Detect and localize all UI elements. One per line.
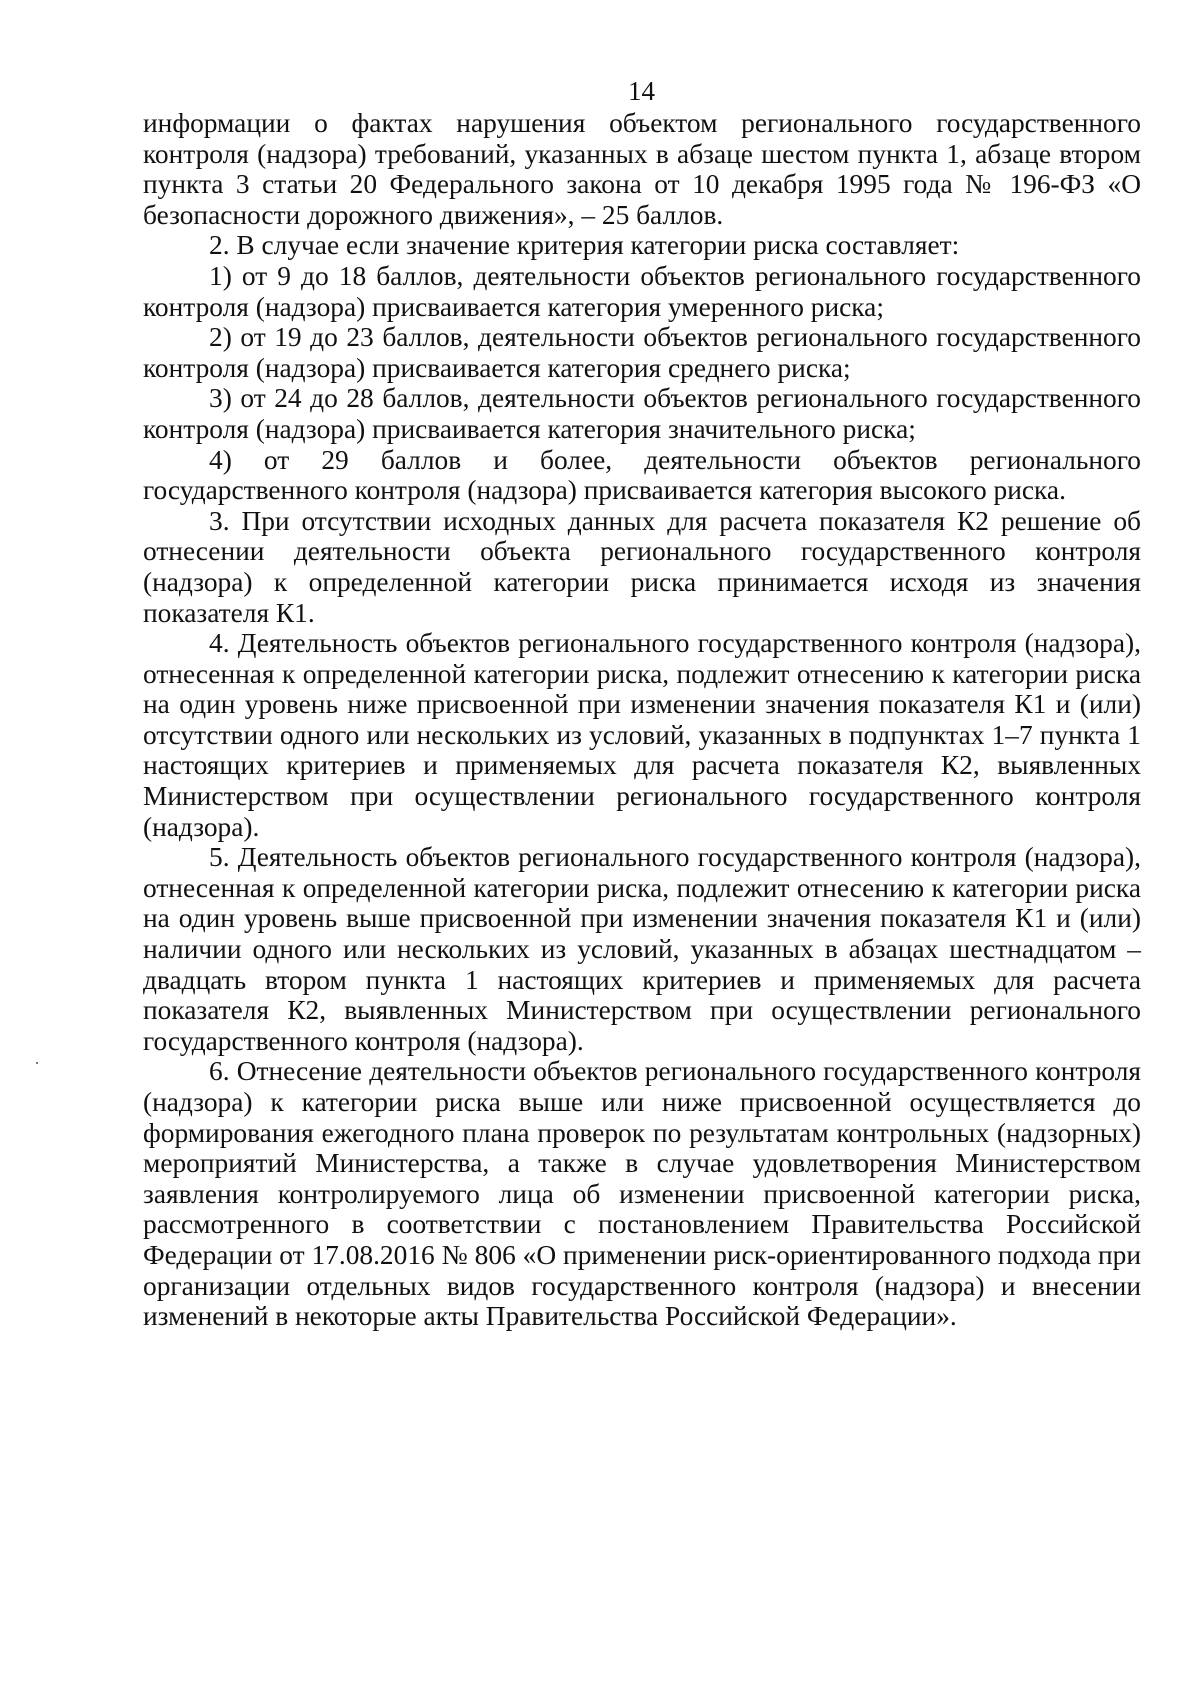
paragraph-5: 5. Деятельность объектов регионального государственного контроля (надзора), отнесенная к определенной категории риска, подлежит отнесению к категории риска на один уровень выше присвоенной при изменении значения показателя К1 и (или) наличии одного или нескольких из условий, указанных в абзацах шестнадцатом – двадцать втором пункта 1 настоящих критериев и применяемых для расчета показателя К2, выявленных Министерством при осуществлении регионального государственного контроля (надзора). <box>143 842 1141 1056</box>
scan-margin-speck <box>36 1062 38 1064</box>
paragraph-2-item-1: 1) от 9 до 18 баллов, деятельности объектов регионального государственного контроля (надзора) присваивается категория умеренного риска; <box>143 260 1141 322</box>
paragraph-4: 4. Деятельность объектов регионального государственного контроля (надзора), отнесенная к определенной категории риска, подлежит отнесению к категории риска на один уровень ниже присвоенной при изменении значения показателя К1 и (или) отсутствии одного или нескольких из условий, указанных в подпунктах 1–7 пункта 1 настоящих критериев и применяемых для расчета показателя К2, выявленных Министерством при осуществлении регионального государственного контроля (надзора). <box>143 628 1141 842</box>
document-body <box>143 108 1141 1332</box>
paragraph-2-item-2: 2) от 19 до 23 баллов, деятельности объектов регионального государственного контроля (надзора) присваивается категория среднего риска; <box>143 322 1141 383</box>
paragraph-6: 6. Отнесение деятельности объектов регионального государственного контроля (надзора) к категории риска выше или ниже присвоенной осуществляется до формирования ежегодного плана проверок по результатам контрольных (надзорных) мероприятий Министерства, а также в случае удовлетворения Министерством заявления контролируемого лица об изменении присвоенной категории риска, рассмотренного в соответствии с постановлением Правительства Российской Федерации от 17.08.2016 № 806 «О применении риск-ориентированного подхода при организации отдельных видов государственного контроля (надзора) и внесении изменений в некоторые акты Правительства Российской Федерации». <box>143 1056 1141 1332</box>
paragraph-2-item-3: 3) от 24 до 28 баллов, деятельности объектов регионального государственного контроля (надзора) присваивается категория значительного риска; <box>143 383 1141 444</box>
paragraph-2-item-4: 4) от 29 баллов и более, деятельности объектов регионального государственного контроля (надзора) присваивается категория высокого риска. <box>143 444 1141 506</box>
page-number: 14 <box>628 76 655 106</box>
paragraph-2: 2. В случае если значение критерия категории риска составляет: <box>209 230 960 261</box>
paragraph-3: 3. При отсутствии исходных данных для расчета показателя К2 решение об отнесении деятельности объекта регионального государственного контроля (надзора) к определенной категории риска принимается исходя из значения показателя К1. <box>143 505 1141 628</box>
paragraph-continuation: информации о фактах нарушения объектом регионального государственного контроля (надзора) требований, указанных в абзаце шестом пункта 1, абзаце втором пункта 3 статьи 20 Федерального закона от 10 декабря 1995 года № 196-ФЗ «О безопасности дорожного движения», – 25 баллов. <box>143 108 1141 230</box>
